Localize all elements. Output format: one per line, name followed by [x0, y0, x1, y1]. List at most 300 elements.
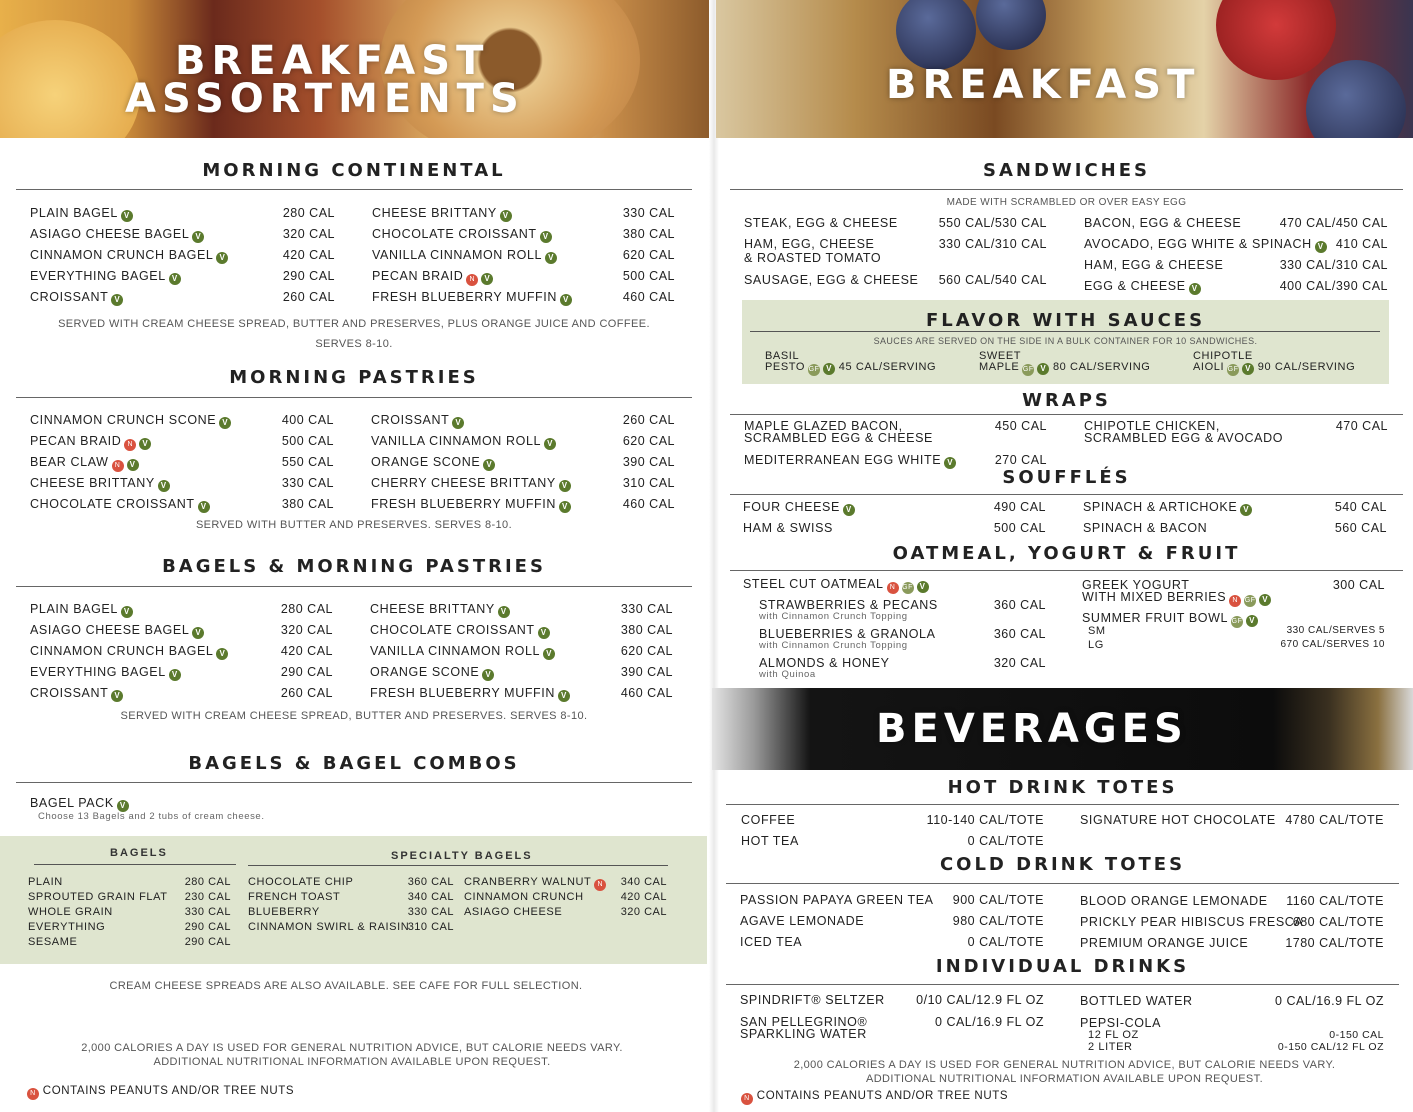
strawberry-shape [1216, 0, 1336, 80]
menu-item-label: VANILLA CINNAMON ROLL [370, 644, 541, 658]
calorie-value: 0 CAL/TOTE [967, 935, 1044, 949]
menu-item-description: with Cinnamon Crunch Topping [759, 611, 908, 622]
vegetarian-icon: V [1189, 283, 1201, 295]
sandwiches-sub: MADE WITH SCRAMBLED OR OVER EASY EGG [946, 197, 1187, 208]
sauce-item [1193, 361, 1355, 376]
bagel-item [28, 891, 168, 903]
calorie-value: 110-140 CAL/TOTE [926, 813, 1044, 827]
bagel-item [28, 921, 105, 933]
calorie-footer-1: 2,000 CALORIES A DAY IS USED FOR GENERAL NUTRITION ADVICE, BUT CALORIE NEEDS VARY. [81, 1042, 623, 1054]
nut-icon: N [594, 879, 606, 891]
continental-serves: SERVES 8-10. [315, 338, 393, 350]
right-nuts-legend [738, 1090, 1008, 1105]
menu-item-label: PRICKLY PEAR HIBISCUS FRESCA [1080, 915, 1304, 929]
sauce-name: MAPLE [979, 361, 1020, 373]
vegetarian-icon: V [127, 459, 139, 471]
bagels-heading: BAGELS [110, 847, 168, 859]
menu-item-label: CHERRY CHEESE BRITTANY [371, 476, 556, 490]
section-title-hot-drinks: HOT DRINK TOTES [947, 777, 1178, 798]
menu-item-label: ASIAGO CHEESE BAGEL [30, 623, 190, 637]
size-label [1088, 625, 1106, 637]
menu-item [370, 602, 510, 618]
vegetarian-icon: V [944, 457, 956, 469]
section-title-sandwiches: SANDWICHES [983, 160, 1150, 181]
menu-item-label: SPINACH & BACON [1083, 521, 1208, 535]
calorie-value: 360 CAL [993, 627, 1046, 641]
menu-item-label: LG [1088, 639, 1104, 651]
gluten-free-icon: GF [1022, 364, 1034, 376]
menu-item [371, 413, 464, 429]
menu-item [744, 431, 933, 445]
menu-item-label: WITH MIXED BERRIES [1082, 590, 1227, 604]
calorie-value: 260 CAL [282, 290, 335, 304]
nut-icon: N [124, 439, 136, 451]
calorie-value: 460 CAL [622, 290, 675, 304]
vegetarian-icon: V [540, 231, 552, 243]
calorie-value: 0 CAL/16.9 FL OZ [1275, 994, 1384, 1008]
menu-item [759, 656, 890, 670]
calorie-value: 500 CAL [281, 434, 334, 448]
vegetarian-icon: V [558, 690, 570, 702]
menu-item-label: PEPSI-COLA [1080, 1016, 1162, 1030]
gluten-free-icon: GF [808, 364, 820, 376]
calorie-value: 280 CAL [282, 206, 335, 220]
calorie-value: 680 CAL/TOTE [1292, 915, 1384, 929]
menu-item-label: SWEET [979, 350, 1022, 362]
menu-item-label: SPARKLING WATER [740, 1027, 867, 1041]
calorie-value: 230 CAL [184, 891, 231, 903]
menu-item [1084, 431, 1283, 445]
vegetarian-icon: V [169, 273, 181, 285]
divider [16, 782, 692, 783]
calorie-value: 380 CAL [622, 227, 675, 241]
menu-item-label: HAM & SWISS [743, 521, 833, 535]
menu-item-label: CHEESE BRITTANY [372, 206, 497, 220]
menu-item-label: ORANGE SCONE [371, 455, 481, 469]
divider [16, 586, 692, 587]
cream-cheese-note: CREAM CHEESE SPREADS ARE ALSO AVAILABLE. SEE CAFE FOR FULL SELECTION. [109, 980, 583, 992]
menu-item-label: CHIPOTLE [1193, 350, 1253, 362]
divider [726, 984, 1399, 985]
menu-item [30, 455, 139, 472]
calorie-value: 500 CAL [622, 269, 675, 283]
section-title-bagel-combos: BAGELS & BAGEL COMBOS [188, 753, 520, 774]
vegetarian-icon: V [1240, 504, 1252, 516]
menu-item-label: HAM, EGG, CHEESE [744, 237, 875, 251]
calorie-value: 320 CAL [280, 623, 333, 637]
pastries-note: SERVED WITH BUTTER AND PRESERVES. SERVES 8-10. [195, 519, 513, 531]
calorie-value: 490 CAL [993, 500, 1046, 514]
sauce-name: PESTO [765, 361, 806, 373]
section-title-sauces: FLAVOR WITH SAUCES [925, 310, 1206, 331]
menu-item-label: ALMONDS & HONEY [759, 656, 890, 670]
calorie-value: 260 CAL [280, 686, 333, 700]
right-calorie-footer-2: ADDITIONAL NUTRITIONAL INFORMATION AVAILABLE UPON REQUEST. [865, 1073, 1264, 1085]
menu-item-label: ICED TEA [740, 935, 803, 949]
menu-item [30, 665, 181, 681]
menu-item-label: CINNAMON CRUNCH SCONE [30, 413, 217, 427]
menu-item [1080, 1016, 1161, 1030]
menu-item [30, 269, 181, 285]
calorie-value: 290 CAL [282, 269, 335, 283]
menu-item-label: SCRAMBLED EGG & AVOCADO [1084, 431, 1284, 445]
calorie-value: 420 CAL [620, 891, 667, 903]
menu-item-label: HOT TEA [741, 834, 799, 848]
section-title-individual-drinks: INDIVIDUAL DRINKS [935, 956, 1190, 977]
bagels-pastries-note: SERVED WITH CREAM CHEESE SPREAD, BUTTER AND PRESERVES. SERVES 8-10. [120, 710, 588, 722]
menu-item-label: GREEK YOGURT [1082, 578, 1190, 592]
vegetarian-icon: V [198, 501, 210, 513]
specialty-bagel-item [248, 906, 320, 918]
vegetarian-icon: V [560, 294, 572, 306]
calorie-value: 460 CAL [620, 686, 673, 700]
hero-image-assortments [0, 0, 712, 138]
menu-item-label: VANILLA CINNAMON ROLL [371, 434, 542, 448]
size-label [1088, 1029, 1139, 1041]
menu-item-description: with Quinoa [759, 669, 816, 680]
calorie-value: 330 CAL [620, 602, 673, 616]
menu-item-label: BOTTLED WATER [1080, 994, 1193, 1008]
calorie-value: 330 CAL [281, 476, 334, 490]
vegetarian-icon: V [216, 252, 228, 264]
menu-item [740, 914, 864, 928]
calorie-value: 620 CAL [620, 644, 673, 658]
vegetarian-icon: V [559, 480, 571, 492]
calorie-value: 0-150 CAL/12 FL OZ [1277, 1041, 1384, 1053]
menu-item-label: CROISSANT [371, 413, 450, 427]
vegetarian-icon: V [111, 690, 123, 702]
vegetarian-icon: V [1259, 594, 1271, 606]
vegetarian-icon: V [452, 417, 464, 429]
nut-icon: N [27, 1088, 39, 1100]
menu-item-label: PLAIN BAGEL [30, 206, 118, 220]
menu-item [743, 500, 855, 516]
menu-item-label: CINNAMON SWIRL & RAISIN [248, 921, 410, 933]
hero-title-line2: ASSORTMENTS [125, 76, 525, 122]
bagel-item [28, 936, 77, 948]
right-calorie-footer-1: 2,000 CALORIES A DAY IS USED FOR GENERAL NUTRITION ADVICE, BUT CALORIE NEEDS VARY. [793, 1059, 1336, 1071]
menu-item-label: PLAIN BAGEL [30, 602, 118, 616]
calorie-value: 330 CAL/310 CAL [1279, 258, 1388, 272]
calorie-value: 620 CAL [622, 248, 675, 262]
menu-item [741, 813, 795, 827]
menu-item [1084, 258, 1223, 272]
menu-item-label: MAPLE GLAZED BACON, [744, 419, 903, 433]
menu-item-label: SM [1088, 625, 1106, 637]
menu-item-label: HAM, EGG & CHEESE [1084, 258, 1224, 272]
menu-item-label: CHOCOLATE CROISSANT [372, 227, 537, 241]
menu-item-label: BLUEBERRY [248, 906, 320, 918]
calorie-value: 300 CAL [1332, 578, 1385, 592]
vegetarian-icon: V [139, 438, 151, 450]
menu-item [744, 237, 874, 251]
calorie-value: 310 CAL [407, 921, 454, 933]
calorie-value: 900 CAL/TOTE [952, 893, 1044, 907]
menu-item [30, 602, 133, 618]
divider [726, 804, 1399, 805]
menu-item-label: CINNAMON CRUNCH BAGEL [30, 644, 214, 658]
section-title-morning-pastries: MORNING PASTRIES [229, 367, 479, 388]
calorie-value: 320 CAL [620, 906, 667, 918]
menu-item [740, 1027, 867, 1041]
bagel-pack-sub: Choose 13 Bagels and 2 tubs of cream cheese. [38, 811, 265, 822]
vegetarian-icon: V [192, 627, 204, 639]
menu-item [743, 521, 833, 535]
menu-item-label: SAN PELLEGRINO® [740, 1015, 868, 1029]
calorie-value: 4780 CAL/TOTE [1285, 813, 1384, 827]
specialty-bagel-item [464, 891, 584, 903]
menu-item-label: CRANBERRY WALNUT [464, 876, 592, 888]
vegetarian-icon: V [111, 294, 123, 306]
divider [730, 189, 1403, 190]
vegetarian-icon: V [216, 648, 228, 660]
menu-item-label: CINNAMON CRUNCH [464, 891, 584, 903]
bagel-pack-label: BAGEL PACK [30, 796, 114, 810]
bagel-item [28, 906, 113, 918]
menu-item [743, 577, 929, 594]
blueberry-shape [976, 0, 1046, 50]
vegetarian-icon: V [1037, 363, 1049, 375]
size-label [1088, 639, 1104, 651]
menu-item [1080, 994, 1193, 1008]
menu-item [1084, 279, 1201, 295]
menu-item-label: SCRAMBLED EGG & CHEESE [744, 431, 933, 445]
menu-item [30, 476, 170, 492]
menu-item-label: BASIL [765, 350, 800, 362]
calorie-value: 280 CAL [184, 876, 231, 888]
calorie-value: 290 CAL [280, 665, 333, 679]
calorie-value: 330 CAL [407, 906, 454, 918]
vegetarian-icon: V [483, 459, 495, 471]
menu-item-label: FRESH BLUEBERRY MUFFIN [370, 686, 555, 700]
menu-item-label: FOUR CHEESE [743, 500, 840, 514]
sauce-name: AIOLI [1193, 361, 1225, 373]
size-label [1088, 1041, 1133, 1053]
menu-item [30, 206, 133, 222]
menu-item [370, 665, 494, 681]
menu-item-label: BLUEBERRIES & GRANOLA [759, 627, 936, 641]
vegetarian-icon: V [1242, 363, 1254, 375]
hero-image-breakfast [716, 0, 1413, 138]
menu-item-label: CHEESE BRITTANY [30, 476, 155, 490]
calorie-value: 320 CAL [282, 227, 335, 241]
divider [730, 494, 1403, 495]
menu-item-label: CHOCOLATE CHIP [248, 876, 354, 888]
vegetarian-icon: V [498, 606, 510, 618]
menu-item [372, 206, 512, 222]
calorie-value: 400 CAL [281, 413, 334, 427]
specialty-bagel-item [248, 891, 340, 903]
calorie-value: 330 CAL/310 CAL [938, 237, 1047, 251]
pastry-shape [0, 20, 140, 138]
menu-item-label: PLAIN [28, 876, 63, 888]
hero-title-breakfast: BREAKFAST [886, 62, 1201, 108]
menu-item-label: 12 FL OZ [1088, 1029, 1139, 1041]
calorie-value: 1780 CAL/TOTE [1285, 936, 1384, 950]
calorie-value: 450 CAL [994, 419, 1047, 433]
menu-item-label: CROISSANT [30, 686, 109, 700]
vegetarian-icon: V [481, 273, 493, 285]
nut-icon: N [112, 460, 124, 472]
vegetarian-icon: V [1315, 241, 1327, 253]
calorie-value: 330 CAL/SERVES 5 [1286, 625, 1385, 636]
menu-item-label: COFFEE [741, 813, 796, 827]
menu-item-label: EVERYTHING [28, 921, 106, 933]
calorie-footer-2: ADDITIONAL NUTRITIONAL INFORMATION AVAILABLE UPON REQUEST. [153, 1056, 551, 1068]
section-title-morning-continental: MORNING CONTINENTAL [202, 160, 506, 181]
divider [730, 570, 1403, 571]
bagel-item [28, 876, 63, 888]
specialty-bagel-item [464, 906, 562, 918]
calorie-value: 340 CAL [620, 876, 667, 888]
menu-item-label: AGAVE LEMONADE [740, 914, 865, 928]
vegetarian-icon: V [482, 669, 494, 681]
continental-note: SERVED WITH CREAM CHEESE SPREAD, BUTTER AND PRESERVES, PLUS ORANGE JUICE AND COFFEE. [58, 318, 650, 330]
menu-item-label: CHOCOLATE CROISSANT [370, 623, 535, 637]
vegetarian-icon: V [158, 480, 170, 492]
menu-item-label: EVERYTHING BAGEL [30, 665, 166, 679]
menu-item-label: BACON, EGG & CHEESE [1084, 216, 1242, 230]
menu-item [744, 216, 898, 230]
menu-item-label: SAUSAGE, EGG & CHEESE [744, 273, 919, 287]
menu-item-label: CHOCOLATE CROISSANT [30, 497, 195, 511]
vegetarian-icon: V [545, 252, 557, 264]
menu-item [30, 686, 123, 702]
vegetarian-icon: V [538, 627, 550, 639]
menu-item-description: with Cinnamon Crunch Topping [759, 640, 908, 651]
calorie-value: 310 CAL [622, 476, 675, 490]
calorie-value: 360 CAL [407, 876, 454, 888]
menu-item-label: WHOLE GRAIN [28, 906, 113, 918]
menu-item-label: PECAN BRAID [372, 269, 464, 283]
sauce-calories: 80 CAL/SERVING [1052, 361, 1151, 373]
calorie-value: 400 CAL/390 CAL [1279, 279, 1388, 293]
divider [730, 414, 1403, 415]
calorie-value: 340 CAL [407, 891, 454, 903]
menu-item-label: CHEESE BRITTANY [370, 602, 495, 616]
calorie-value: 380 CAL [281, 497, 334, 511]
calorie-value: 470 CAL [1335, 419, 1388, 433]
menu-item-label: STEAK, EGG & CHEESE [744, 216, 898, 230]
page-fold [709, 0, 719, 1112]
vegetarian-icon: V [500, 210, 512, 222]
calorie-value: 540 CAL [1334, 500, 1387, 514]
menu-item-label: 2 LITER [1088, 1041, 1133, 1053]
vegetarian-icon: V [823, 363, 835, 375]
calorie-value: 330 CAL [622, 206, 675, 220]
beverages-title: BEVERAGES [876, 706, 1188, 752]
nut-icon: N [741, 1093, 753, 1105]
vegetarian-icon: V [543, 648, 555, 660]
calorie-value: 670 CAL/SERVES 10 [1280, 639, 1385, 650]
menu-item-label: PREMIUM ORANGE JUICE [1080, 936, 1249, 950]
menu-item-label: BLOOD ORANGE LEMONADE [1080, 894, 1268, 908]
calorie-value: 260 CAL [622, 413, 675, 427]
calorie-value: 330 CAL [184, 906, 231, 918]
bagel-pack [30, 796, 129, 812]
calorie-value: 320 CAL [993, 656, 1046, 670]
menu-item-label: SESAME [28, 936, 78, 948]
calorie-value: 550 CAL/530 CAL [938, 216, 1047, 230]
menu-item-label: VANILLA CINNAMON ROLL [372, 248, 543, 262]
vegetarian-icon: V [192, 231, 204, 243]
menu-item-label: FRESH BLUEBERRY MUFFIN [372, 290, 557, 304]
menu-item [372, 269, 493, 286]
menu-item-label: SPINACH & ARTICHOKE [1083, 500, 1238, 514]
specialty-bagel-item [248, 876, 353, 888]
menu-item-label: STEEL CUT OATMEAL [743, 577, 884, 591]
beverages-banner [712, 688, 1413, 770]
calorie-value: 360 CAL [993, 598, 1046, 612]
menu-item-label: CHIPOTLE CHICKEN, [1084, 419, 1220, 433]
section-title-souffles: SOUFFLÉS [1002, 467, 1131, 488]
vegetarian-icon: V [117, 800, 129, 812]
calorie-value: 560 CAL/540 CAL [938, 273, 1047, 287]
vegetarian-icon: V [121, 606, 133, 618]
menu-item-label: EVERYTHING BAGEL [30, 269, 166, 283]
sauce-item [979, 361, 1150, 376]
vegetarian-icon: V [121, 210, 133, 222]
sauce-calories: 90 CAL/SERVING [1257, 361, 1356, 373]
divider [16, 189, 692, 190]
menu-item [741, 834, 799, 848]
menu-item-label: CINNAMON CRUNCH BAGEL [30, 248, 214, 262]
section-title-cold-drinks: COLD DRINK TOTES [939, 854, 1186, 875]
nuts-legend [24, 1085, 294, 1100]
gluten-free-icon: GF [1231, 616, 1243, 628]
nut-icon: N [887, 582, 899, 594]
sauce-calories: 45 CAL/SERVING [838, 361, 937, 373]
menu-item-label: BEAR CLAW [30, 455, 109, 469]
calorie-value: 470 CAL/450 CAL [1279, 216, 1388, 230]
vegetarian-icon: V [917, 581, 929, 593]
calorie-value: 1160 CAL/TOTE [1286, 894, 1384, 908]
divider [726, 883, 1399, 884]
calorie-value: 0/10 CAL/12.9 FL OZ [916, 993, 1044, 1007]
menu-item-label: ASIAGO CHEESE BAGEL [30, 227, 190, 241]
calorie-value: 420 CAL [282, 248, 335, 262]
nut-icon: N [1229, 595, 1241, 607]
section-title-wraps: WRAPS [1022, 390, 1111, 411]
calorie-value: 380 CAL [620, 623, 673, 637]
menu-item-label: MEDITERRANEAN EGG WHITE [744, 453, 942, 467]
gluten-free-icon: GF [1227, 364, 1239, 376]
vegetarian-icon: V [559, 501, 571, 513]
vegetarian-icon: V [843, 504, 855, 516]
vegetarian-icon: V [219, 417, 231, 429]
section-title-oatmeal: OATMEAL, YOGURT & FRUIT [892, 543, 1241, 564]
sauce-item [765, 361, 936, 376]
calorie-value: 560 CAL [1334, 521, 1387, 535]
menu-item [1082, 590, 1271, 607]
vegetarian-icon: V [1246, 615, 1258, 627]
calorie-value: 980 CAL/TOTE [952, 914, 1044, 928]
calorie-value: 620 CAL [622, 434, 675, 448]
menu-item [371, 455, 495, 471]
vegetarian-icon: V [169, 669, 181, 681]
calorie-value: 0-150 CAL [1329, 1029, 1384, 1041]
calorie-value: 270 CAL [994, 453, 1047, 467]
specialty-bagel-item [464, 876, 606, 891]
calorie-value: 420 CAL [280, 644, 333, 658]
menu-item-label: STRAWBERRIES & PECANS [759, 598, 938, 612]
calorie-value: 290 CAL [184, 921, 231, 933]
calorie-value: 0 CAL/TOTE [967, 834, 1044, 848]
menu-item-label: AVOCADO, EGG WHITE & SPINACH [1084, 237, 1312, 251]
menu-item-label: PASSION PAPAYA GREEN TEA [740, 893, 934, 907]
vegetarian-icon: V [544, 438, 556, 450]
gluten-free-icon: GF [1244, 595, 1256, 607]
